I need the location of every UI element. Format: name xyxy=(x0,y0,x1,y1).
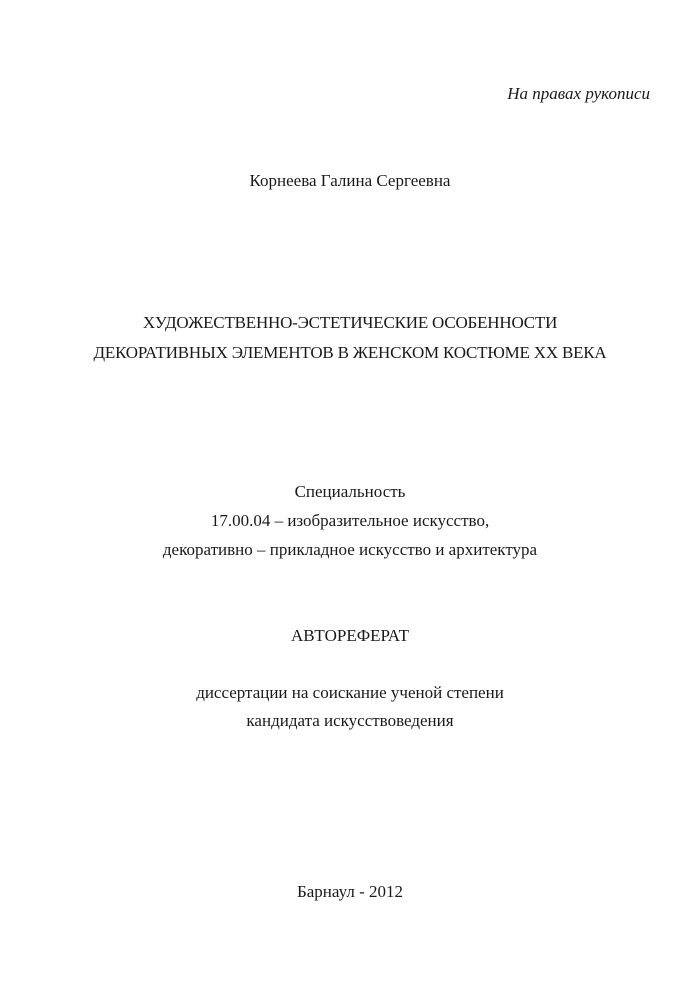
dissertation-line-2: кандидата искусствоведения xyxy=(246,711,454,730)
author-name: Корнеева Галина Сергеевна xyxy=(249,171,451,190)
title-line-1: ХУДОЖЕСТВЕННО-ЭСТЕТИЧЕСКИЕ ОСОБЕННОСТИ xyxy=(142,313,558,332)
rights-note: На правах рукописи xyxy=(507,84,650,103)
title-line-2: ДЕКОРАТИВНЫХ ЭЛЕМЕНТОВ В ЖЕНСКОМ КОСТЮМЕ ХХ ВЕКА xyxy=(93,343,607,362)
city-year: Барнаул - 2012 xyxy=(297,882,403,901)
dissertation-line-1: диссертации на соискание ученой степени xyxy=(196,683,504,702)
specialty-line-2: декоративно – прикладное искусство и архитектура xyxy=(162,540,538,559)
specialty-label: Специальность xyxy=(294,482,406,501)
document-type: АВТОРЕФЕРАТ xyxy=(291,626,409,645)
specialty-line-1: 17.00.04 – изобразительное искусство, xyxy=(210,511,490,530)
